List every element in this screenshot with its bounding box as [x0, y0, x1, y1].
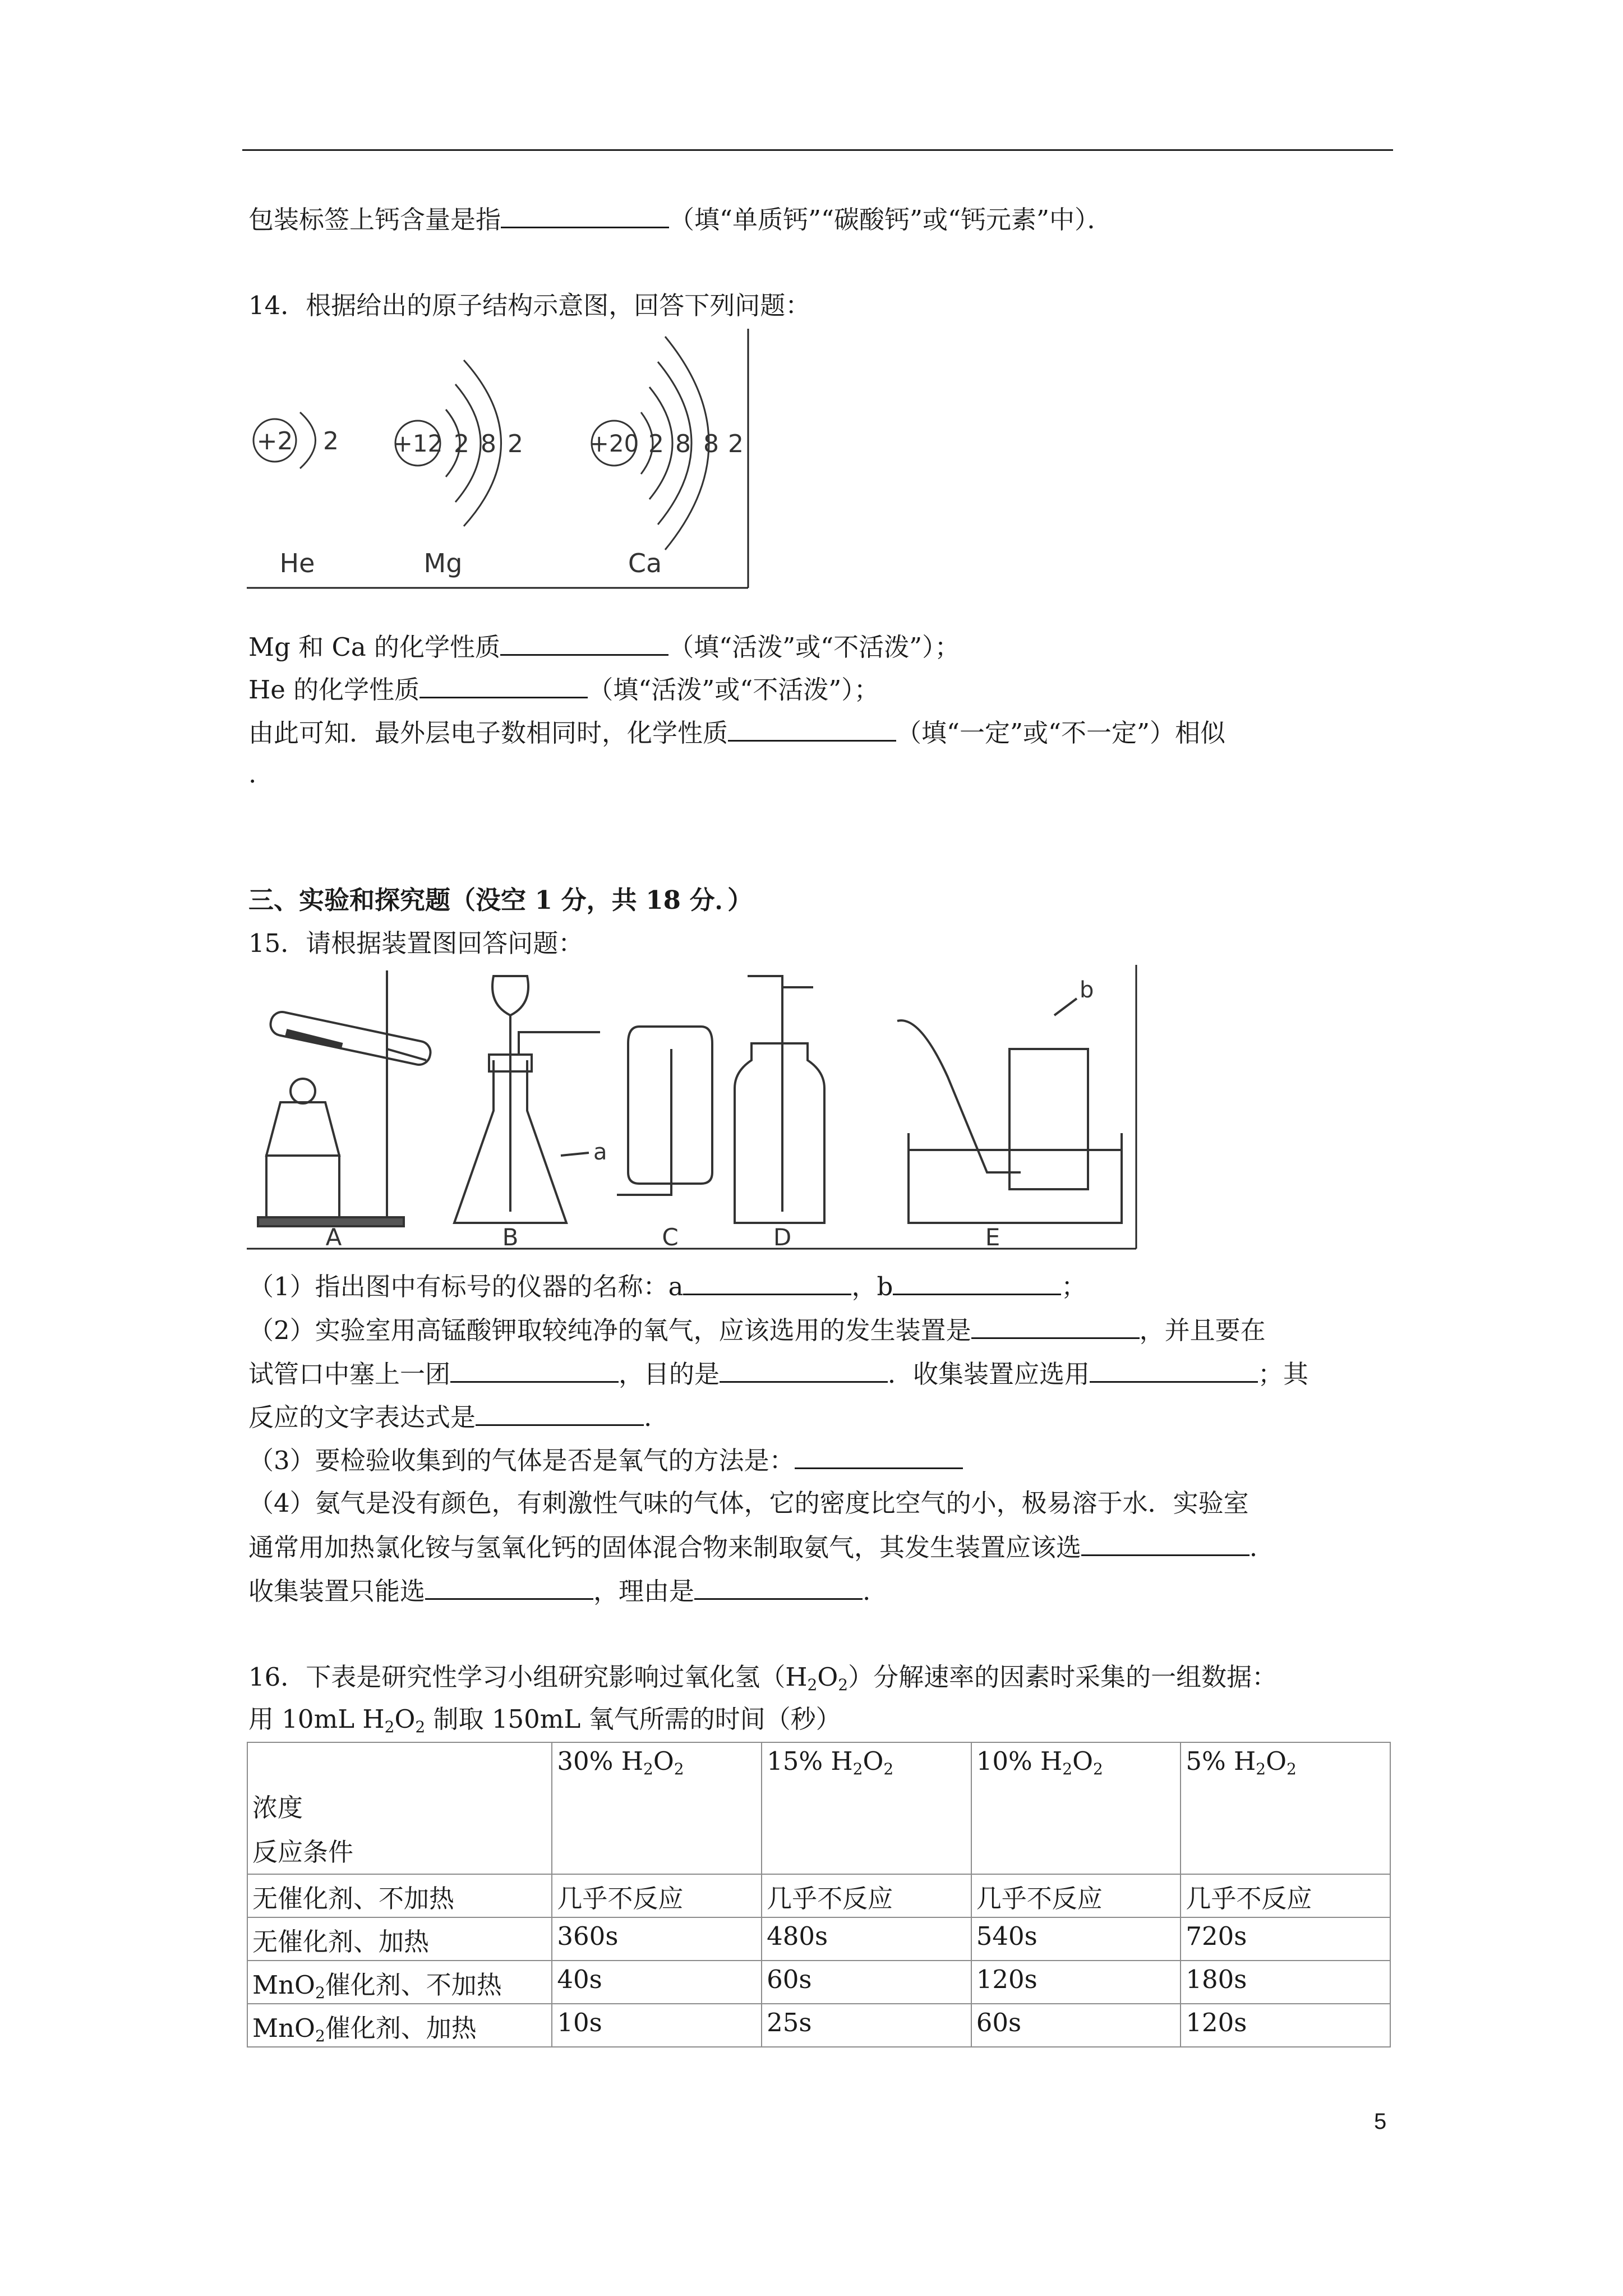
q15-p4-c: ．: [1249, 1533, 1275, 1562]
q15-p2-f: ；其: [1258, 1359, 1309, 1389]
wood-block: [266, 1156, 339, 1217]
q15-p3-a: （3）要检验收集到的气体是否是氧气的方法是：: [248, 1446, 795, 1475]
apparatus-label-a: A: [325, 1223, 342, 1251]
delivery-tube-b: [519, 1032, 600, 1055]
table-cell: 720s: [1181, 1917, 1390, 1961]
q15-p2-line1: [248, 1313, 1266, 1347]
atom-structure-figure: [247, 325, 751, 589]
q16-line-1-a: 16．下表是研究性学习小组研究影响过氧化氢（H: [248, 1662, 808, 1692]
blank-similarity[interactable]: [728, 715, 896, 742]
ca-shell-3-electrons: 8: [703, 430, 719, 458]
label-b: b: [1080, 977, 1094, 1003]
blank-ammonia-generator[interactable]: [1081, 1530, 1249, 1556]
mg-shell-1-electrons: 2: [454, 430, 469, 458]
mg-atom-diagram: [393, 360, 523, 578]
table-cell: 25s: [762, 2004, 971, 2047]
table-cell: 180s: [1181, 1961, 1390, 2004]
ca-shell-2-electrons: 8: [675, 430, 691, 458]
q16-line-2-c: 制取 150mL 氧气所需的时间（秒）: [425, 1704, 841, 1734]
apparatus-d: [735, 976, 824, 1223]
label-line-b: [1054, 999, 1077, 1015]
apparatus-figure: [247, 965, 1138, 1251]
q15-p2-g: 反应的文字表达式是: [248, 1402, 476, 1432]
q15-p2-a: （2）实验室用高锰酸钾取较纯净的氧气，应该选用的发生装置是: [248, 1315, 971, 1345]
he-shell-1: [300, 412, 316, 468]
q16-line-2: [248, 1703, 841, 1736]
q14-line-2-after: （填“活泼”或“不活泼”）；: [588, 675, 879, 705]
table-header-row: [247, 1742, 1390, 1874]
table-cell: 几乎不反应: [1181, 1874, 1390, 1917]
header-rule: [242, 149, 1393, 151]
column-header: 5% $H_2O_2$: [1181, 1742, 1390, 1874]
q15-p1: [248, 1269, 1086, 1304]
q14-line-1: [248, 629, 960, 664]
q15-p1-b: ，b: [851, 1272, 893, 1301]
q15-p4-d: 收集装置只能选: [248, 1576, 426, 1606]
apparatus-a: [258, 970, 432, 1226]
table-cell: 几乎不反应: [762, 1874, 971, 1917]
q14-line-1-after: （填“活泼”或“不活泼”）；: [668, 632, 960, 662]
q14-line-2-before: He 的化学性质: [248, 675, 420, 705]
table-cell: 几乎不反应: [971, 1874, 1181, 1917]
q13-tail-after: （填“单质钙”“碳酸钙”或“钙元素”中）．: [669, 205, 1113, 234]
table-cell: 10s: [552, 2004, 762, 2047]
q16-line-1: [248, 1660, 1277, 1694]
q15-p2-b: ，并且要在: [1139, 1315, 1266, 1345]
table-cell: 360s: [552, 1917, 762, 1961]
mg-shell-3-electrons: 2: [508, 430, 523, 458]
ca-nucleus-charge: +20: [589, 430, 639, 457]
q16-line-1-c: ）分解速率的因素时采集的一组数据：: [848, 1662, 1278, 1692]
q16-line-2-a: 用 10mL H: [248, 1704, 385, 1734]
blank-instrument-b[interactable]: [893, 1269, 1061, 1295]
he-nucleus-charge: +2: [256, 427, 293, 455]
ca-symbol: Ca: [628, 548, 662, 578]
inverted-bottle-e: [1009, 1049, 1088, 1189]
ca-atom-diagram: [589, 337, 744, 578]
he-atom-diagram: [253, 412, 339, 578]
test-tube: [269, 1010, 432, 1066]
q16-line-1-sub-2: 2: [838, 1676, 849, 1694]
table-row: [247, 1917, 1390, 1961]
section-3-heading: 三、实验和探究题（没空 1 分，共 18 分．）: [248, 885, 753, 915]
q13-tail-line: [248, 202, 1113, 237]
mg-nucleus-charge: +12: [393, 430, 443, 457]
apparatus-label-b: B: [502, 1223, 519, 1251]
bottle-d: [735, 1043, 824, 1223]
table-cell: 40s: [552, 1961, 762, 2004]
table-cell: 60s: [971, 2004, 1181, 2047]
funnel-bulb: [492, 976, 528, 1015]
table-cell: 几乎不反应: [552, 1874, 762, 1917]
q14-line-3: [248, 715, 1225, 750]
q14-title: 14．根据给出的原子结构示意图，回答下列问题：: [248, 291, 811, 320]
table-row: [247, 2004, 1390, 2047]
q15-p2-h: .: [644, 1402, 652, 1432]
he-symbol: He: [279, 548, 315, 578]
q15-title: 15．请根据装置图回答问题：: [248, 928, 584, 958]
apparatus-c: [617, 1027, 712, 1195]
label-a: a: [593, 1139, 607, 1165]
q15-p1-end: ；: [1061, 1272, 1087, 1301]
ca-shell-1-electrons: 2: [648, 430, 664, 458]
q16-line-2-b: O: [394, 1704, 416, 1734]
q15-p4-e: ，理由是: [593, 1576, 695, 1606]
apparatus-label-d: D: [773, 1223, 792, 1251]
blank-ammonia-collector[interactable]: [425, 1573, 593, 1600]
blank-purpose[interactable]: [720, 1356, 888, 1383]
q15-p1-a: （1）指出图中有标号的仪器的名称：a: [248, 1272, 684, 1301]
q15-p4-f: .: [863, 1576, 871, 1606]
q15-p4-line3: [248, 1573, 870, 1608]
tube-d: [748, 976, 782, 1212]
apparatus-e: [897, 999, 1122, 1223]
column-header: 10% $H_2O_2$: [971, 1742, 1181, 1874]
column-header: 15% $H_2O_2$: [762, 1742, 971, 1874]
label-line-a: [561, 1153, 589, 1156]
row-label: MnO$_2$催化剂、加热: [247, 2004, 552, 2047]
q15-p4-b: 通常用加热氯化铵与氢氧化钙的固体混合物来制取氨气，其发生装置应该选: [248, 1533, 1082, 1562]
table-cell: 60s: [762, 1961, 971, 2004]
q14-line-2: [248, 672, 879, 707]
blank-collector[interactable]: [1090, 1356, 1258, 1383]
blank-equation[interactable]: [476, 1400, 644, 1426]
apparatus-b: [454, 976, 600, 1223]
table-cell: 540s: [971, 1917, 1181, 1961]
tube-c: [617, 1049, 671, 1195]
blank-generator[interactable]: [971, 1313, 1140, 1339]
q16-line-2-sub-1: 2: [384, 1718, 395, 1736]
row-label: 无催化剂、加热: [247, 1917, 552, 1961]
blank-oxygen-test[interactable]: [795, 1443, 963, 1469]
q16-line-2-sub-2: 2: [415, 1718, 426, 1736]
q14-line-1-before: Mg 和 Ca 的化学性质: [248, 632, 501, 662]
q16-line-1-sub-1: 2: [807, 1676, 818, 1694]
q15-p2-line2: [248, 1356, 1308, 1391]
q13-tail-before: 包装标签上钙含量是指: [248, 205, 501, 234]
mg-symbol: Mg: [423, 548, 463, 578]
q16-line-1-b: O: [817, 1662, 838, 1692]
q14-line-3-before: 由此可知．最外层电子数相同时，化学性质: [248, 718, 728, 748]
table-cell: 120s: [971, 1961, 1181, 2004]
q15-p2-line3: [248, 1400, 652, 1434]
blank-instrument-a[interactable]: [683, 1269, 851, 1295]
row-label: 无催化剂、不加热: [247, 1874, 552, 1917]
apparatus-label-e: E: [985, 1223, 1000, 1251]
blank-mg-ca-property[interactable]: [500, 629, 668, 656]
q14-line-3-end: .: [248, 759, 257, 789]
he-shell-1-electrons: 2: [323, 427, 339, 455]
table-cell: 480s: [762, 1917, 971, 1961]
alcohol-lamp: [266, 1102, 339, 1156]
corner-condition: 反应条件: [252, 1837, 354, 1867]
q14-line-3-after: （填“一定”或“不一定”）相似: [896, 718, 1226, 748]
lamp-wick: [291, 1079, 315, 1103]
q15-p3: [248, 1443, 963, 1478]
blank-plug[interactable]: [450, 1356, 619, 1383]
table-corner-cell: [247, 1742, 552, 1874]
q15-p2-c: 试管口中塞上一团: [248, 1359, 451, 1389]
row-label: MnO$_2$催化剂、不加热: [247, 1961, 552, 2004]
q15-p2-d: ，目的是: [619, 1359, 720, 1389]
column-header: 30% $H_2O_2$: [552, 1742, 762, 1874]
q15-p2-e: ．收集装置应选用: [888, 1359, 1090, 1389]
trough: [909, 1133, 1122, 1223]
corner-concentration: 浓度: [252, 1793, 303, 1823]
q15-p4-line2: [248, 1530, 1275, 1565]
table-cell: 120s: [1181, 2004, 1390, 2047]
apparatus-label-c: C: [662, 1223, 679, 1251]
table-row: [247, 1874, 1390, 1917]
q15-p4-line1: （4）氨气是没有颜色，有刺激性气味的气体，它的密度比空气的小，极易溶于水．实验室: [248, 1488, 1249, 1518]
blank-he-property[interactable]: [419, 672, 588, 698]
mg-shell-2-electrons: 8: [481, 430, 496, 458]
blank-reason[interactable]: [694, 1573, 863, 1600]
blank-calcium-content[interactable]: [501, 202, 669, 228]
page-number: 5: [1374, 2109, 1387, 2134]
ca-shell-4-electrons: 2: [728, 430, 744, 458]
table-row: [247, 1961, 1390, 2004]
h2o2-data-table: [247, 1742, 1391, 2047]
